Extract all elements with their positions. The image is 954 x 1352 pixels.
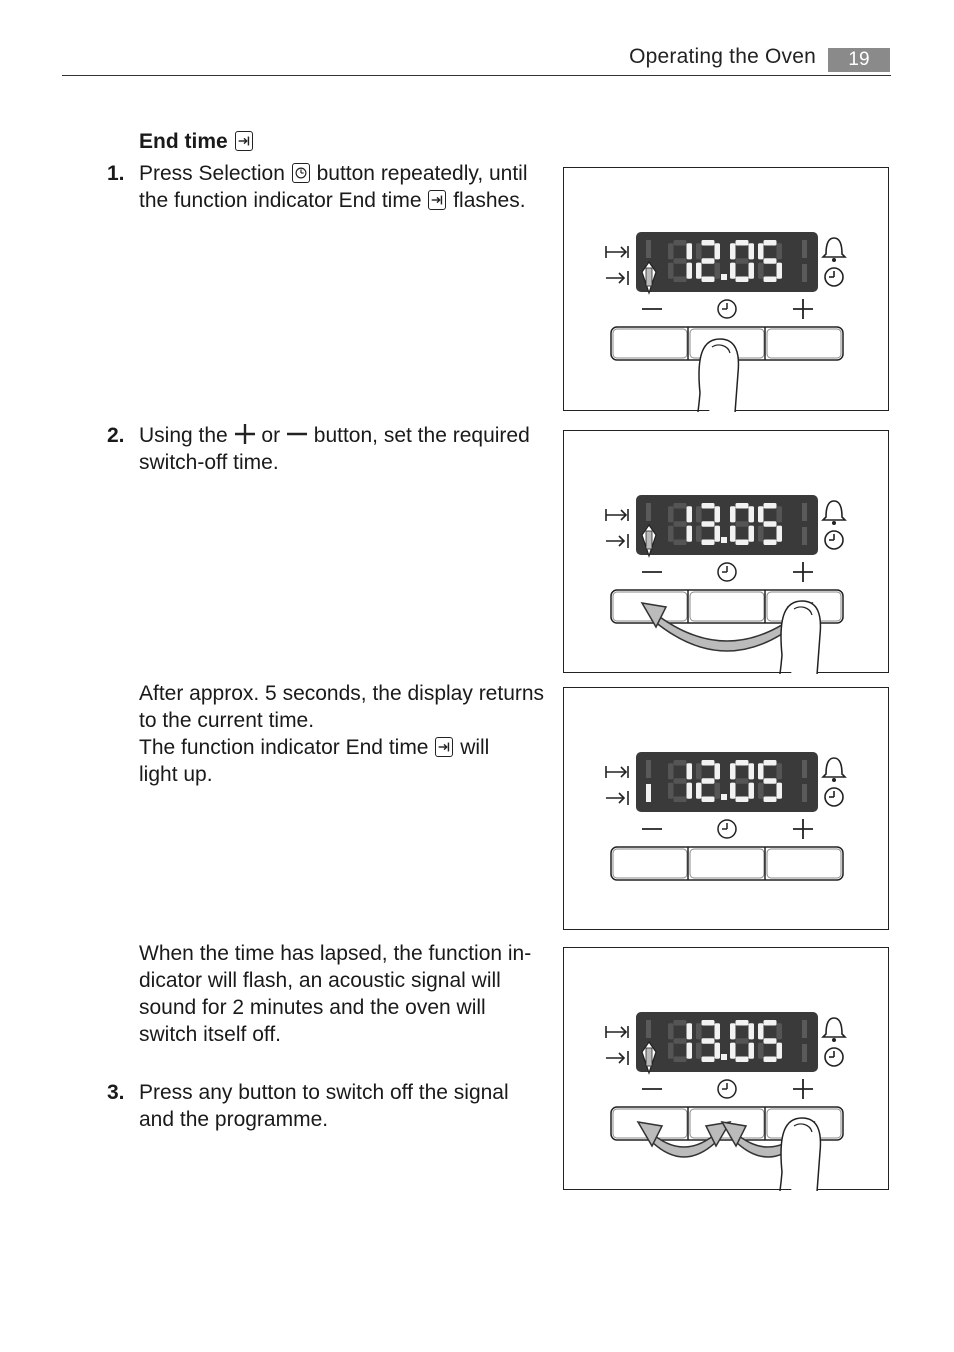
step-2-line-1b: or (261, 424, 281, 447)
oven-panel-figure-2 (563, 430, 889, 673)
display-segment (736, 778, 749, 784)
display-segment (764, 258, 777, 264)
bell-icon (823, 758, 845, 777)
after-line-3b: will (460, 736, 490, 759)
display-segment (736, 1057, 749, 1063)
display-segment (715, 263, 721, 279)
display-segment (674, 258, 687, 264)
display-segment (749, 506, 755, 522)
indicator-slot (802, 1020, 807, 1038)
display-segment (736, 540, 749, 546)
display-segment (674, 521, 687, 527)
oven-panel-illustration (564, 168, 890, 412)
display-segment (668, 1043, 674, 1059)
display-segment (674, 540, 687, 546)
display-segment (758, 506, 764, 522)
display-segment (668, 263, 674, 279)
display-segment (696, 1023, 702, 1039)
indicator-slot (802, 503, 807, 521)
oven-panel-figure-3 (563, 687, 889, 930)
display-segment (702, 778, 715, 784)
selection-icon (292, 163, 310, 183)
display-segment (777, 1023, 783, 1039)
end-time-icon (235, 131, 253, 151)
display-segment (702, 760, 715, 766)
display-segment (777, 243, 783, 259)
display-segment (736, 797, 749, 803)
display-segment (715, 243, 721, 259)
display-segment (696, 783, 702, 799)
display-segment (764, 797, 777, 803)
display-segment (668, 783, 674, 799)
display-segment (736, 760, 749, 766)
display-segment (777, 526, 783, 542)
display-segment (702, 797, 715, 803)
page-number: 19 (828, 48, 890, 72)
display-segment (715, 783, 721, 799)
display-segment (702, 1038, 715, 1044)
display-segment (764, 503, 777, 509)
bell-icon (832, 258, 836, 262)
display-segment (736, 1020, 749, 1026)
display-segment (687, 263, 693, 279)
display-segment (674, 1020, 687, 1026)
after-text (139, 680, 549, 788)
display-segment (715, 763, 721, 779)
display-segment (758, 1043, 764, 1059)
display-segment (674, 760, 687, 766)
indicator-slot (802, 1044, 807, 1062)
display-segment (702, 258, 715, 264)
flash-indicator-icon (646, 1048, 652, 1066)
display-segment (674, 1038, 687, 1044)
bell-icon (823, 501, 845, 520)
button-strip (611, 847, 843, 880)
display-segment (749, 763, 755, 779)
step-1-line-2a: the function indicator End time (139, 189, 422, 212)
display-segment (764, 1020, 777, 1026)
indicator-slot (802, 784, 807, 802)
display-segment (749, 1043, 755, 1059)
display-segment (674, 240, 687, 246)
bell-icon (832, 778, 836, 782)
display-segment (764, 540, 777, 546)
indicator-slot (802, 527, 807, 545)
display-segment (668, 763, 674, 779)
oven-panel-figure-4 (563, 947, 889, 1190)
header-rule (62, 75, 891, 76)
display-segment (736, 503, 749, 509)
display-panel (636, 1012, 818, 1072)
display-segment (777, 1043, 783, 1059)
display-segment (758, 526, 764, 542)
section-heading-label: End time (139, 130, 228, 153)
display-segment (730, 1043, 736, 1059)
step-2-line-2: switch-off time. (139, 451, 279, 474)
display-segment (749, 783, 755, 799)
indicator-slot (802, 240, 807, 258)
display-segment (764, 778, 777, 784)
display-segment (749, 243, 755, 259)
display-segment (764, 760, 777, 766)
display-segment (749, 526, 755, 542)
after-line-3a: The function indicator End time (139, 736, 429, 759)
after-line-4: light up. (139, 763, 213, 786)
display-segment (696, 506, 702, 522)
oven-panel-illustration (564, 431, 890, 674)
display-segment (696, 243, 702, 259)
display-panel (636, 232, 818, 292)
display-segment (668, 1023, 674, 1039)
display-segment (668, 506, 674, 522)
display-segment (736, 277, 749, 283)
display-segment (730, 506, 736, 522)
step-1-text (139, 160, 549, 214)
display-dot (721, 1054, 727, 1060)
display-segment (730, 1023, 736, 1039)
step-2-number: 2. (107, 424, 125, 447)
display-segment (749, 1023, 755, 1039)
display-segment (715, 506, 721, 522)
display-segment (702, 521, 715, 527)
step-1-line-1b: button repeatedly, until (316, 162, 528, 185)
display-segment (687, 526, 693, 542)
display-segment (674, 277, 687, 283)
step-1-line-2b: flashes. (453, 189, 526, 212)
step-3-number: 3. (107, 1081, 125, 1104)
indicator-slot (802, 264, 807, 282)
display-segment (702, 277, 715, 283)
step-1-number: 1. (107, 162, 125, 185)
display-segment (668, 526, 674, 542)
oven-panel-illustration (564, 948, 890, 1191)
bell-icon (823, 238, 845, 257)
step-3-text (139, 1079, 559, 1133)
display-segment (674, 778, 687, 784)
step-2-line-1c: button, set the required (313, 424, 530, 447)
end-time-icon (435, 737, 453, 757)
display-segment (764, 1057, 777, 1063)
display-segment (674, 797, 687, 803)
display-segment (764, 240, 777, 246)
plus-icon (234, 423, 256, 445)
display-segment (696, 1043, 702, 1059)
display-segment (730, 783, 736, 799)
section-heading (139, 128, 254, 155)
display-segment (777, 263, 783, 279)
bell-icon (823, 1018, 845, 1037)
display-segment (702, 240, 715, 246)
display-segment (736, 258, 749, 264)
display-segment (687, 506, 693, 522)
display-segment (687, 243, 693, 259)
display-segment (777, 783, 783, 799)
bell-icon (832, 1038, 836, 1042)
display-segment (736, 521, 749, 527)
display-segment (696, 263, 702, 279)
display-segment (687, 1023, 693, 1039)
step-3-line-1: Press any button to switch off the signal (139, 1081, 509, 1104)
header-title: Operating the Oven (629, 45, 816, 68)
display-segment (777, 506, 783, 522)
lapsed-line-3: sound for 2 minutes and the oven will (139, 996, 486, 1019)
indicator-slot (646, 784, 651, 802)
display-segment (730, 243, 736, 259)
display-segment (702, 1020, 715, 1026)
display-segment (730, 763, 736, 779)
display-segment (702, 1057, 715, 1063)
end-time-icon (428, 190, 446, 210)
display-segment (696, 763, 702, 779)
indicator-slot (646, 240, 651, 258)
step-2-line-1a: Using the (139, 424, 228, 447)
step-3-line-2: and the programme. (139, 1108, 329, 1131)
display-segment (749, 263, 755, 279)
flash-indicator-icon (646, 531, 652, 549)
display-segment (687, 763, 693, 779)
display-segment (696, 526, 702, 542)
indicator-slot (646, 503, 651, 521)
display-segment (764, 521, 777, 527)
display-segment (758, 763, 764, 779)
indicator-slot (802, 760, 807, 778)
display-panel (636, 495, 818, 555)
display-segment (758, 263, 764, 279)
indicator-slot (646, 1020, 651, 1038)
display-segment (758, 243, 764, 259)
oven-panel-illustration (564, 688, 890, 931)
bell-icon (832, 521, 836, 525)
lapsed-line-2: dicator will flash, an acoustic signal will (139, 969, 501, 992)
display-segment (687, 783, 693, 799)
display-segment (687, 1043, 693, 1059)
display-segment (715, 1023, 721, 1039)
step-2-text (139, 422, 549, 476)
display-segment (736, 1038, 749, 1044)
display-segment (736, 240, 749, 246)
flash-indicator-icon (646, 268, 652, 286)
display-segment (730, 526, 736, 542)
display-segment (764, 1038, 777, 1044)
lapsed-line-1: When the time has lapsed, the function in- (139, 942, 532, 965)
lapsed-line-4: switch itself off. (139, 1023, 281, 1046)
display-segment (777, 763, 783, 779)
step-1-line-1a: Press Selection (139, 162, 285, 185)
display-dot (721, 274, 727, 280)
display-segment (758, 783, 764, 799)
display-dot (721, 537, 727, 543)
display-segment (702, 503, 715, 509)
display-segment (668, 243, 674, 259)
display-segment (758, 1023, 764, 1039)
oven-panel-figure-1 (563, 167, 889, 411)
display-segment (730, 263, 736, 279)
display-segment (702, 540, 715, 546)
display-segment (674, 503, 687, 509)
display-segment (764, 277, 777, 283)
display-panel (636, 752, 818, 812)
display-segment (674, 1057, 687, 1063)
display-dot (721, 794, 727, 800)
after-line-2: to the current time. (139, 709, 315, 732)
display-segment (715, 526, 721, 542)
lapsed-text (139, 940, 559, 1048)
display-segment (715, 1043, 721, 1059)
indicator-slot (646, 760, 651, 778)
after-line-1: After approx. 5 seconds, the display returns (139, 682, 545, 705)
minus-icon (286, 423, 308, 445)
